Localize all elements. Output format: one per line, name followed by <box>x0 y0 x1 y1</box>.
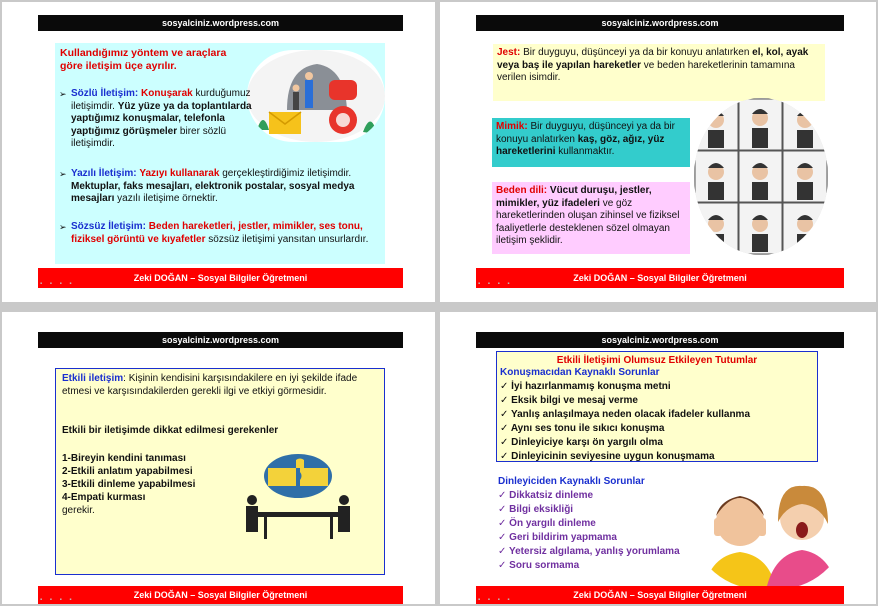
jest-box <box>493 44 825 101</box>
check-icon: ✓ <box>500 437 509 448</box>
list-item <box>500 395 638 406</box>
list-item <box>498 546 680 557</box>
list-item <box>500 423 664 434</box>
list-item: 3-Etkili dinleme yapabilmesi <box>62 479 196 490</box>
footer-bar: Zeki DOĞAN – Sosyal Bilgiler Öğretmeni <box>476 268 844 288</box>
list-item: 1-Bireyin kendini tanıması <box>62 453 186 464</box>
slide-nav-icons[interactable]: ▪ ▪ ▪ ▪ <box>40 597 75 603</box>
footer-bar: Zeki DOĞAN – Sosyal Bilgiler Öğretmeni <box>476 586 844 604</box>
list-item-text: İyi hazırlanmamış konuşma metni <box>511 381 671 392</box>
check-icon: ✓ <box>500 451 509 462</box>
list-item <box>498 518 596 529</box>
sozlu-text-c: birer sözlü iletişimdir. <box>71 125 227 149</box>
list-item <box>500 409 750 420</box>
list-item-text: Yanlış anlaşılmaya neden olacak ifadeler kullanma <box>511 409 751 420</box>
slide-nonverbal[interactable] <box>440 2 876 302</box>
sozlu-keyword: Konuşarak <box>141 88 193 99</box>
yazili-text-a: gerçekleştirdiğimiz iletişimdir. <box>222 168 352 179</box>
beden-text-c: ve göz hareketlerinden oluşan zihinsel ve fiziksel faaliyetlerle desteklenen sözel olmayan iletişim şeklidir. <box>496 197 680 246</box>
sozlu-heading: Sözlü İletişim: <box>71 88 139 99</box>
list-item <box>500 451 715 462</box>
children-illustration <box>694 466 844 590</box>
mimik-heading: Mimik: <box>496 121 528 132</box>
check-icon: ✓ <box>498 546 507 557</box>
site-header: sosyalciniz.wordpress.com <box>476 15 844 31</box>
list-item <box>500 381 671 392</box>
list-item-text: Dinleyiciye karşı ön yargılı olma <box>511 437 663 448</box>
definition-heading: Etkili iletişim <box>62 373 124 384</box>
yazili-heading: Yazılı İletişim: <box>71 168 137 179</box>
check-icon: ✓ <box>498 518 507 529</box>
facial-expressions-collage <box>694 98 828 255</box>
jest-text-c: ve beden hareketlerinin tamamına verilen isimdir. <box>497 59 795 83</box>
sozsuz-heading: Sözsüz İletişim: <box>71 221 147 232</box>
list-item-text: Eksik bilgi ve mesaj verme <box>511 395 638 406</box>
list-item-text: Dinleyicinin seviyesine uygun konuşmama <box>511 451 715 462</box>
site-header: sosyalciniz.wordpress.com <box>476 332 844 348</box>
site-header: sosyalciniz.wordpress.com <box>38 15 403 31</box>
beden-dili-box <box>492 182 690 254</box>
yazili-text-c: yazılı iletişime örnektir. <box>117 193 218 204</box>
arrow-bullet-icon: ➢ <box>59 222 67 232</box>
list-item: 4-Empati kurması <box>62 492 146 503</box>
jest-text-a: Bir duyguyu, düşünceyi ya da bir konuyu anlatırken <box>523 47 750 58</box>
slide-nav-icons[interactable]: ▪ ▪ ▪ ▪ <box>40 281 75 287</box>
puzzle-meeting-picture <box>238 446 358 544</box>
list-item-text: Aynı ses tonu ile sıkıcı konuşma <box>510 423 665 434</box>
list-item: 2-Etkili anlatım yapabilmesi <box>62 466 193 477</box>
list-item-text: Yetersiz algılama, yanlış yorumlama <box>509 546 680 557</box>
jest-heading: Jest: <box>497 47 521 58</box>
list-item-text: Ön yargılı dinleme <box>509 518 596 529</box>
sozlu-text-a: kurduğumuz iletişimdir. <box>71 88 251 112</box>
list-item <box>498 504 573 515</box>
beden-text-b: Vücut duruşu, jestler, mimikler, yüz ifadeleri <box>496 185 652 209</box>
arrow-bullet-icon: ➢ <box>59 89 67 99</box>
beden-heading: Beden dili: <box>496 185 548 196</box>
list-item <box>498 532 617 543</box>
list-item <box>500 437 663 448</box>
yazili-keyword: Yazıyı kullanarak <box>139 168 220 179</box>
check-icon: ✓ <box>498 490 507 501</box>
mimik-text-c: kullanmaktır. <box>558 146 615 157</box>
list-tail: gerekir. <box>62 505 95 516</box>
mimik-text-a: Bir duyguyu, düşünceyi ya da bir konuyu anlatırken <box>496 121 675 145</box>
arrow-bullet-icon: ➢ <box>59 169 67 179</box>
site-header: sosyalciniz.wordpress.com <box>38 332 403 348</box>
check-icon: ✓ <box>498 560 507 571</box>
slide-negative-attitudes[interactable] <box>440 312 876 604</box>
slide-title: Etkili İletişimi Olumsuz Etkileyen Tutumlar <box>556 355 758 366</box>
list-title: Etkili bir iletişimde dikkat edilmesi gerekenler <box>62 425 279 436</box>
slide-nav-icons[interactable]: ▪ ▪ ▪ ▪ <box>478 597 513 603</box>
list-item-text: Bilgi eksikliği <box>509 504 574 515</box>
yazili-iletisim-item <box>57 168 377 206</box>
communication-illustration <box>247 50 385 142</box>
list-item-text: Geri bildirim yapmama <box>509 532 617 543</box>
list-item <box>498 490 593 501</box>
sozlu-text-b: Yüz yüze ya da toplantılarda yaptığımız konuşmalar, telefonla yaptığımız görüşmeler <box>71 100 252 137</box>
sozlu-iletisim-item <box>57 88 257 151</box>
mimik-text-b: kaş, göz, ağız, yüz hareketlerini <box>496 133 665 157</box>
list-item-text: Soru sormama <box>509 560 580 571</box>
check-icon: ✓ <box>500 423 509 434</box>
faces-grid-picture <box>694 98 828 255</box>
check-icon: ✓ <box>500 381 509 392</box>
meeting-illustration <box>238 446 358 544</box>
check-icon: ✓ <box>498 532 507 543</box>
list-item-text: Dikkatsiz dinleme <box>509 490 594 501</box>
footer-bar: Zeki DOĞAN – Sosyal Bilgiler Öğretmeni <box>38 586 403 604</box>
definition-body: : Kişinin kendisini karşısındakilere en iyi şekilde ifade etmesi ve karşısındakilerden gerekli ilgi ve etkiyi görmesidir. <box>62 373 358 397</box>
sozsuz-iletisim-item <box>57 221 377 246</box>
intro-text: Kullandığımız yöntem ve araçlara göre iletişim üçe ayrılır. <box>60 47 227 72</box>
slide-effective-communication[interactable] <box>2 312 435 604</box>
footer-bar: Zeki DOĞAN – Sosyal Bilgiler Öğretmeni <box>38 268 403 288</box>
sozsuz-text-a: sözsüz iletişimi yansıtan unsurlardır. <box>208 233 369 245</box>
yazili-text-b: Mektuplar, faks mesajları, elektronik postalar, sosyal medya mesajları <box>71 180 355 204</box>
jest-text-b: el, kol, ayak veya baş ile yapılan hareketler <box>497 47 809 71</box>
phone-envelope-picture <box>247 50 385 142</box>
slide-nav-icons[interactable]: ▪ ▪ ▪ ▪ <box>478 281 513 287</box>
list-item <box>498 560 579 571</box>
check-icon: ✓ <box>500 409 509 420</box>
slide-communication-types[interactable] <box>2 2 435 302</box>
check-icon: ✓ <box>500 395 509 406</box>
shouting-children-picture <box>694 466 844 590</box>
sozsuz-keyword: Beden hareketleri, jestler, mimikler, ses tonu, fiziksel görüntü ve kıyafetler <box>71 221 363 245</box>
listener-problems-heading: Dinleyiciden Kaynaklı Sorunlar <box>498 476 645 487</box>
mimik-box <box>492 118 690 167</box>
speaker-problems-heading: Konuşmacıdan Kaynaklı Sorunlar <box>500 367 660 378</box>
check-icon: ✓ <box>498 504 507 515</box>
definition-text <box>62 372 362 398</box>
